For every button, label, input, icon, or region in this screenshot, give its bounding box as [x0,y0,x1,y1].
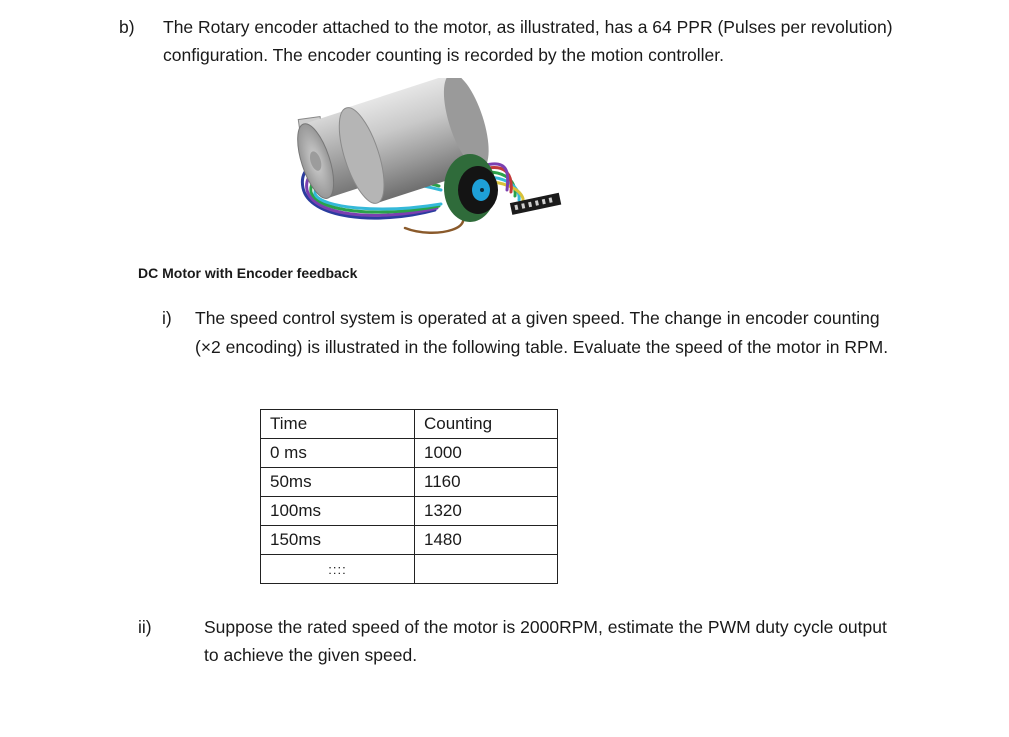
part-b-line-1: The Rotary encoder attached to the motor, as illustrated, has a 64 PPR (Pulses per revolution) [163,17,893,37]
table-header-row [261,410,558,439]
cell-time: 100ms [261,497,415,526]
wire-connector [510,193,561,215]
question-ii-line-1: Suppose the rated speed of the motor is 2000RPM, estimate the PWM duty cycle output [204,617,887,637]
figure-caption: DC Motor with Encoder feedback [138,265,358,281]
part-b-label: b) [119,17,135,37]
table-row [261,497,558,526]
cell-time: 0 ms [261,439,415,468]
cell-time: 50ms [261,468,415,497]
cell-counting: 1160 [415,468,558,497]
header-counting: Counting [415,410,558,439]
table-row [261,526,558,555]
encoder-counting-table [260,409,558,584]
question-ii-line-2: to achieve the given speed. [204,645,418,665]
cell-time: 150ms [261,526,415,555]
cell-counting: 1480 [415,526,558,555]
dc-motor-encoder-image [285,78,570,246]
table-row [261,439,558,468]
part-b-line-2: configuration. The encoder counting is recorded by the motion controller. [163,45,724,65]
question-i-line-1: The speed control system is operated at a given speed. The change in encoder counting [195,308,880,328]
question-i-label: i) [162,308,172,328]
question-ii-label: ii) [138,617,152,637]
cell-counting: 1320 [415,497,558,526]
empty-cell [415,555,558,584]
continuation-dots: :::: [261,555,415,584]
question-i-line-2: (×2 encoding) is illustrated in the following table. Evaluate the speed of the motor in RPM. [195,337,889,357]
header-time: Time [261,410,415,439]
cell-counting: 1000 [415,439,558,468]
table-row [261,468,558,497]
table-continuation-row [261,555,558,584]
